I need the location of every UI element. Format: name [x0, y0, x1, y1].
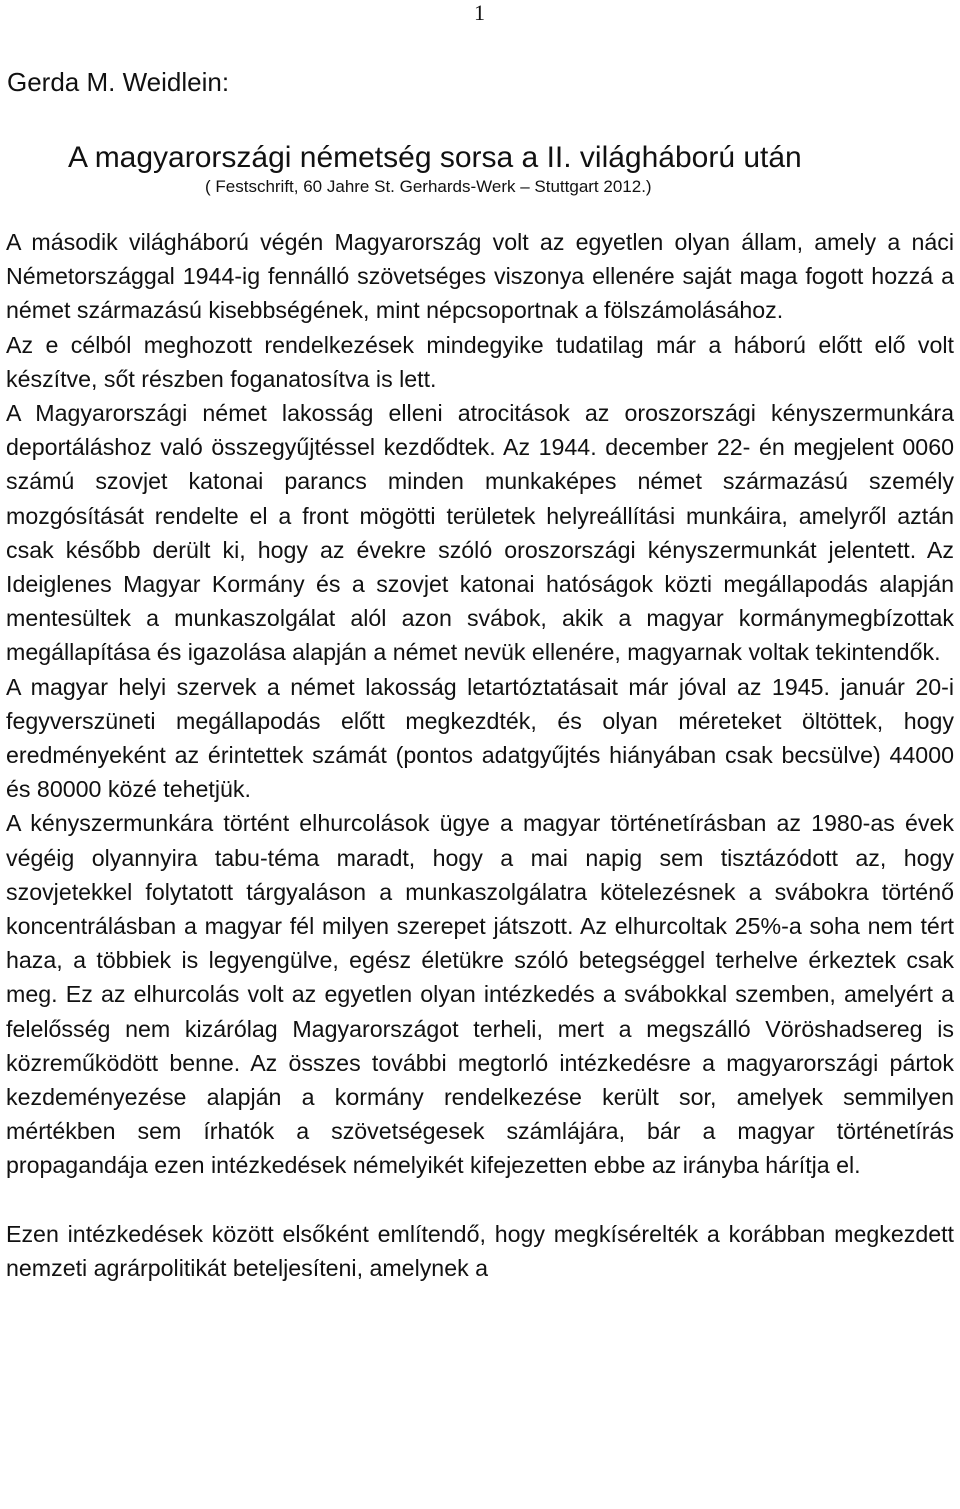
- paragraph: A magyar helyi szervek a német lakosság letartóztatásait már jóval az 1945. január 20-i fegyverszüneti megállapodás előtt megkezdték, és olyan méreteket öltöttek, hogy eredményeként az érintettek számát (pontos adatgyűjtés hiányában csak becsülve) 44000 és 80000 közé tehetjük.: [6, 673, 954, 803]
- author-line: Gerda M. Weidlein:: [7, 67, 230, 97]
- body-text: [6, 225, 954, 1285]
- paragraph: A kényszermunkára történt elhurcolások ügye a magyar történetírásban az 1980-as évek végéig olyannyira tabu-téma maradt, hogy a mai napig sem tisztázódott az, hogy szovjetekkel folytatott tárgyaláson a munkaszolgálatra kötelezésnek a svábokra történő koncentrálásban a magyar fél milyen szerepet játszott. Az elhurcoltak 25%-a soha nem tért haza, a többiek is legyengülve, egész életükre szóló betegséggel terhelve érkeztek csak meg. Ez az elhurcolás volt az egyetlen olyan intézkedés a svábokkal szemben, amelyért a felelősség nem kizárólag Magyarországot terheli, mert a megszálló Vöröshadsereg is közreműködött benne. Az összes további megtorló intézkedésre a magyarországi pártok kezdeményezése alapján a kormány rendelkezése került sor, amelyek semmilyen mértékben sem írhatók a szövetségesek számlájára, bár a magyar történetírás propagandája ezen intézkedések némelyikét kifejezetten ebbe az irányba hárítja el.: [6, 810, 954, 1179]
- document-subtitle: ( Festschrift, 60 Jahre St. Gerhards-Werk – Stuttgart 2012.): [205, 177, 652, 196]
- paragraph: Ezen intézkedések között elsőként említendő, hogy megkísérelték a korábban megkezdett nemzeti agrárpolitikát beteljesíteni, amelynek a: [6, 1220, 954, 1281]
- paragraph: A második világháború végén Magyarország volt az egyetlen olyan állam, amely a náci Németországgal 1944-ig fennálló szövetséges viszonya ellenére saját maga fogott hozzá a német származású kisebbségének, mint népcsoportnak a fölszámolásához.: [6, 229, 954, 324]
- paragraph: A Magyarországi német lakosság elleni atrocitások az oroszországi kényszermunkára deportáláshoz való összegyűjtéssel kezdődtek. Az 1944. december 22- én megjelent 0060 számú szovjet katonai parancs minden munkaképes német származású személy mozgósítását rendelte el a front mögötti területek helyreállítási munkáira, amelyről aztán csak később derült ki, hogy az évekre szóló oroszországi kényszermunkát jelentett. Az Ideiglenes Magyar Kormány és a szovjet katonai hatóságok közti megállapodás alapján mentesültek a munkaszolgálat alól azon svábok, akik a magyar kormánymegbízottak megállapítása és igazolása alapján a német nevük ellenére, magyarnak voltak tekintendők.: [6, 400, 954, 666]
- document-title: A magyarországi németség sorsa a II. világháború után: [68, 141, 802, 174]
- page-number: 1: [474, 0, 485, 25]
- paragraph: Az e célból meghozott rendelkezések mindegyike tudatilag már a háború előtt elő volt készítve, sőt részben foganatosítva is lett.: [6, 331, 954, 392]
